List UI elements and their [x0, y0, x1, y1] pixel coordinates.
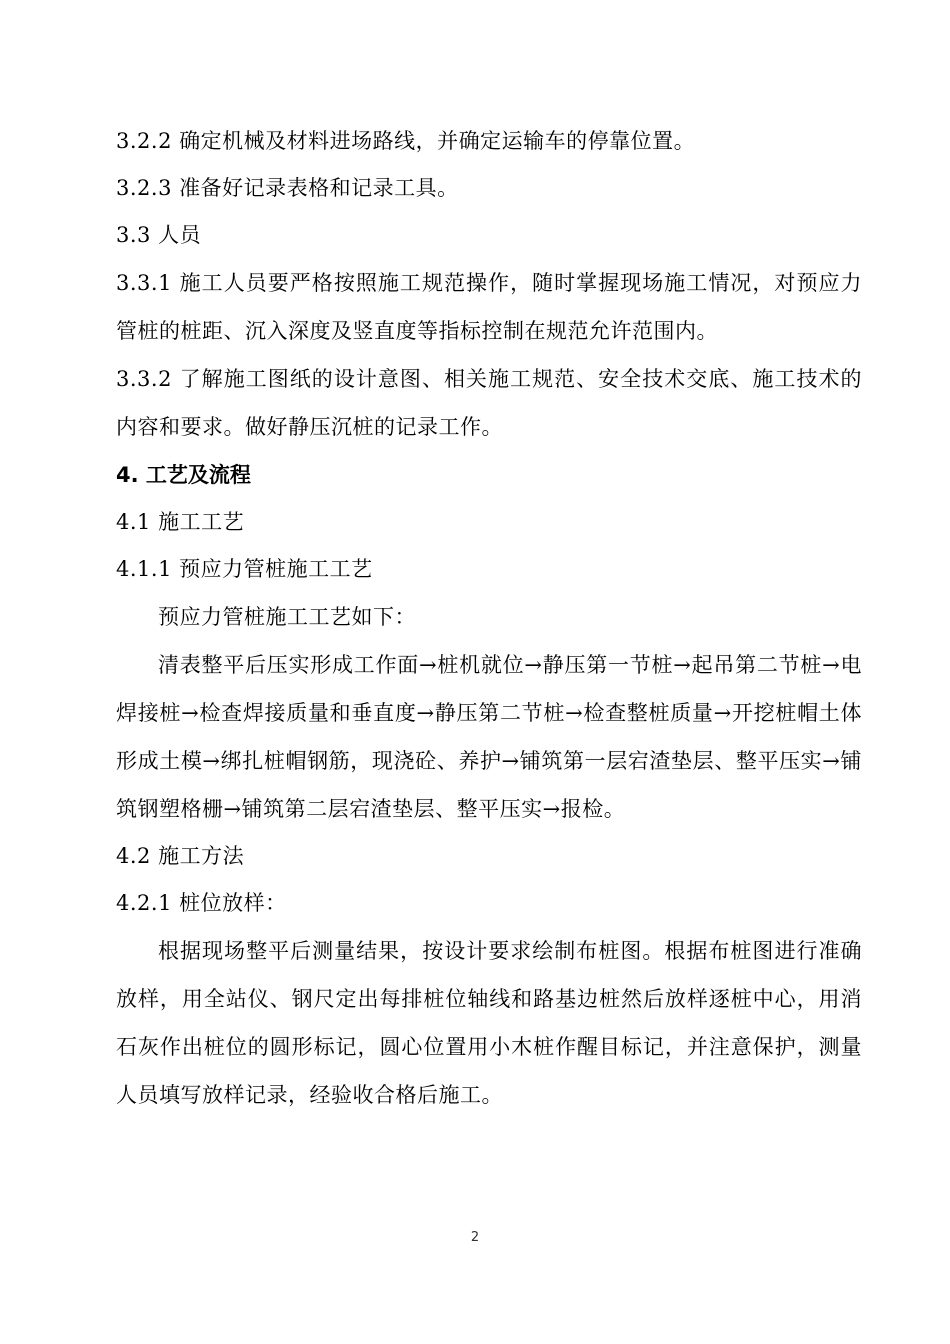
- section-4-2-1-heading: 4.2.1 桩位放样：: [116, 891, 287, 915]
- stakeout-paragraph: 根据现场整平后测量结果，按设计要求绘制布桩图。根据布桩图进行准确放样，用全站仪、钢尺定出每排桩位轴线和路基边桩然后放样逐桩中心，用消石灰作出桩位的圆形标记，圆心位置用小木桩作醒目标记，并注意保护，测量人员填写放样记录，经验收合格后施工。: [116, 939, 862, 1107]
- section-3-2-2: 3.2.2 确定机械及材料进场路线，并确定运输车的停靠位置。: [116, 129, 696, 153]
- process-intro: 预应力管桩施工工艺如下：: [158, 605, 416, 629]
- section-4-1-1-heading: 4.1.1 预应力管桩施工工艺: [116, 557, 373, 581]
- section-4-2-heading: 4.2 施工方法: [116, 844, 245, 868]
- section-4-1-heading: 4.1 施工工艺: [116, 510, 245, 534]
- section-3-2-3: 3.2.3 准备好记录表格和记录工具。: [116, 176, 459, 200]
- section-3-3-heading: 3.3 人员: [116, 223, 202, 247]
- section-3-3-1: 3.3.1 施工人员要严格按照施工规范操作，随时掌握现场施工情况，对预应力管桩的桩距、沉入深度及竖直度等指标控制在规范允许范围内。: [116, 271, 862, 343]
- section-4-heading: 4. 工艺及流程: [116, 463, 251, 487]
- document-page: [116, 118, 862, 1119]
- process-flow: 清表整平后压实形成工作面→桩机就位→静压第一节桩→起吊第二节桩→电焊接桩→检查焊接质量和垂直度→静压第二节桩→检查整桩质量→开挖桩帽土体形成土模→绑扎桩帽钢筋，现浇砼、养护→铺筑第一层宕渣垫层、整平压实→铺筑钢塑格栅→铺筑第二层宕渣垫层、整平压实→报检。: [116, 653, 862, 821]
- page-number: 2: [470, 1230, 480, 1245]
- section-3-3-2: 3.3.2 了解施工图纸的设计意图、相关施工规范、安全技术交底、施工技术的内容和要求。做好静压沉桩的记录工作。: [116, 367, 862, 439]
